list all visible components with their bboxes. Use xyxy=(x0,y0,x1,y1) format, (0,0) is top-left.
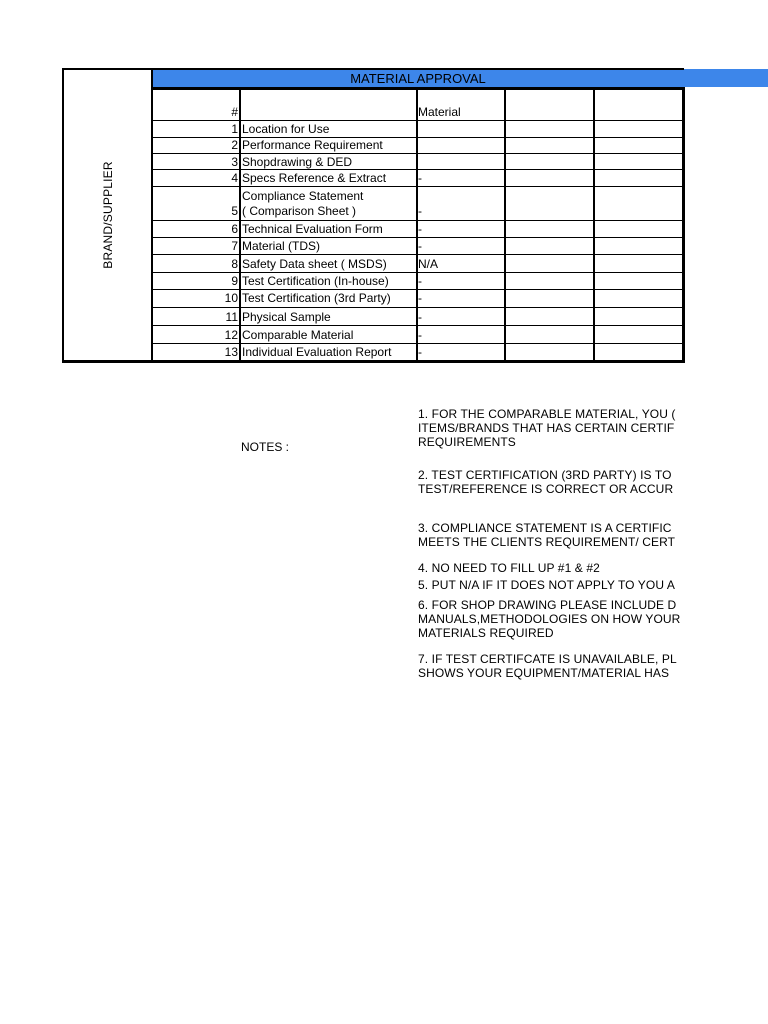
row-rule xyxy=(152,343,683,344)
row-rule xyxy=(152,186,683,187)
row-value: - xyxy=(418,291,422,305)
row-value: - xyxy=(418,274,422,288)
brand-supplier-label: BRAND/SUPPLIER xyxy=(101,161,115,269)
row-number: 9 xyxy=(231,274,238,288)
row-rule xyxy=(152,237,683,238)
frame-right-border xyxy=(682,87,685,363)
row-number: 12 xyxy=(224,328,238,342)
table-title: MATERIAL APPROVAL xyxy=(350,71,486,86)
note-item: 2. TEST CERTIFICATION (3RD PARTY) IS TO TEST/REFERENCE IS CORRECT OR ACCUR xyxy=(418,468,674,496)
row-label: Physical Sample xyxy=(242,310,331,324)
row-value: - xyxy=(418,222,422,236)
row-number: 2 xyxy=(231,138,238,152)
note-item: 6. FOR SHOP DRAWING PLEASE INCLUDE D MANUALS,METHODOLOGIES ON HOW YOUR MATERIALS REQUIRED xyxy=(418,598,681,640)
row-label: Location for Use xyxy=(242,122,330,136)
row-label: Shopdrawing & DED xyxy=(242,155,353,169)
note-item: 7. IF TEST CERTIFCATE IS UNAVAILABLE, PL SHOWS YOUR EQUIPMENT/MATERIAL HAS xyxy=(418,652,677,680)
row-number: 13 xyxy=(224,345,238,359)
row-rule xyxy=(152,120,683,121)
row-rule xyxy=(152,325,683,326)
row-label: Safety Data sheet ( MSDS) xyxy=(242,257,387,271)
row-label: Test Certification (3rd Party) xyxy=(242,291,391,305)
row-value: - xyxy=(418,310,422,324)
row-value: - xyxy=(418,204,422,218)
note-item: 4. NO NEED TO FILL UP #1 & #2 xyxy=(418,561,600,575)
row-number: 6 xyxy=(231,222,238,236)
row-rule xyxy=(152,289,683,290)
note-item: 1. FOR THE COMPARABLE MATERIAL, YOU ( ITEMS/BRANDS THAT HAS CERTAIN CERTIF REQUIREMENTS xyxy=(418,407,676,449)
row-number: 7 xyxy=(231,239,238,253)
column-line-3 xyxy=(504,87,506,361)
notes-label: NOTES : xyxy=(241,440,290,454)
row-label: Performance Requirement xyxy=(242,138,383,152)
row-number: 1 xyxy=(231,122,238,136)
row-number: 11 xyxy=(225,310,238,324)
row-value: - xyxy=(418,171,422,185)
row-rule xyxy=(152,153,683,154)
note-item: 5. PUT N/A IF IT DOES NOT APPLY TO YOU A xyxy=(418,578,675,592)
column-line-4 xyxy=(593,87,595,361)
row-value: - xyxy=(418,345,422,359)
column-header-material: Material xyxy=(418,105,461,119)
header-bottom-rule xyxy=(152,87,684,90)
frame-bottom-border xyxy=(62,360,684,363)
row-number: 3 xyxy=(231,155,238,169)
row-rule xyxy=(152,220,683,221)
column-header-number: # xyxy=(231,105,238,119)
frame-left-border xyxy=(62,68,64,363)
row-label-line1: Compliance Statement xyxy=(242,189,364,203)
row-label-line2: ( Comparison Sheet ) xyxy=(242,204,357,218)
row-value: N/A xyxy=(418,257,439,271)
row-number: 4 xyxy=(231,171,238,185)
row-value: - xyxy=(418,328,422,342)
row-rule xyxy=(152,307,683,308)
row-label: Individual Evaluation Report xyxy=(242,345,392,359)
row-label: Test Certification (In-house) xyxy=(242,274,389,288)
row-number: 5 xyxy=(231,204,238,218)
row-value: - xyxy=(418,239,422,253)
column-line-item xyxy=(239,87,241,361)
row-label: Comparable Material xyxy=(242,328,354,342)
row-label: Specs Reference & Extract xyxy=(242,171,387,185)
row-label: Material (TDS) xyxy=(242,239,321,253)
row-label: Technical Evaluation Form xyxy=(242,222,383,236)
note-item: 3. COMPLIANCE STATEMENT IS A CERTIFIC MEETS THE CLIENTS REQUIREMENT/ CERT xyxy=(418,521,676,549)
row-rule xyxy=(152,272,683,273)
row-number: 10 xyxy=(224,291,238,305)
row-number: 8 xyxy=(231,257,238,271)
row-rule xyxy=(152,254,683,255)
row-rule xyxy=(152,169,683,170)
